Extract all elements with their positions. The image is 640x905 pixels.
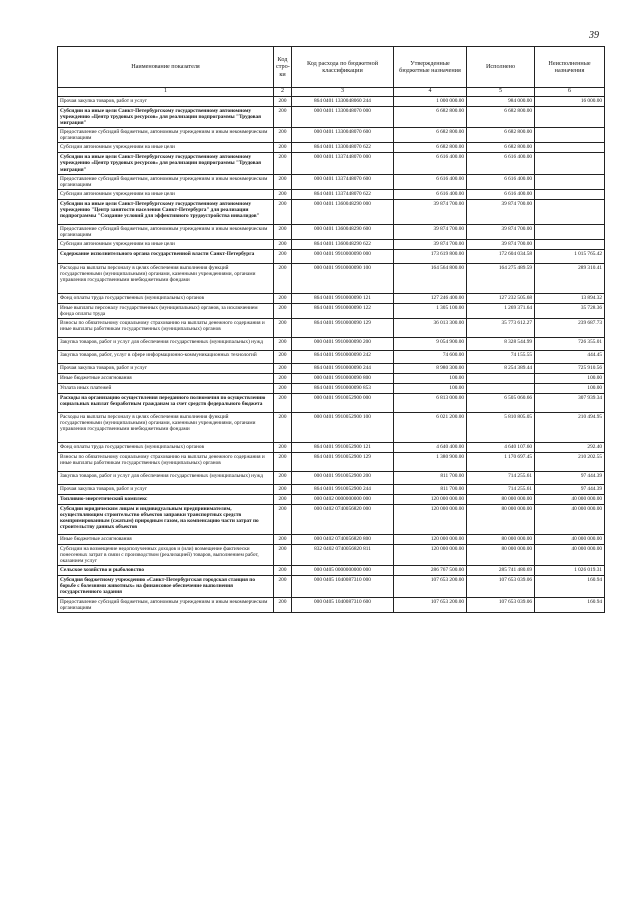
row-executed: 984 000.00 [467,97,535,107]
row-approved: 120 000 000.00 [394,495,467,505]
row-unexecuted [535,153,605,174]
row-approved: 6 682 800.00 [394,107,467,128]
row-name: Субсидии автономным учреждениям на иные цели [58,239,274,249]
row-unexecuted [535,199,605,224]
row-line-code: 200 [274,453,292,472]
row-expense-code: 832 0402 0740056820 811 [292,545,394,566]
row-unexecuted: 239 687.73 [535,319,605,338]
row-expense-code: 864 0401 9910000090 244 [292,364,394,374]
row-line-code: 200 [274,413,292,443]
row-approved: 9 054 900.00 [394,338,467,351]
row-expense-code: 864 0401 1337448070 622 [292,189,394,199]
row-expense-code: 000 0405 1040087310 600 [292,597,394,612]
row-line-code: 200 [274,189,292,199]
row-unexecuted: 210 494.95 [535,413,605,443]
row-line-code: 200 [274,319,292,338]
row-unexecuted: 97 444.39 [535,472,605,485]
row-unexecuted: 210 202.55 [535,453,605,472]
row-approved: 1 380 900.00 [394,453,467,472]
row-unexecuted: 100.00 [535,384,605,394]
table-row [58,97,605,107]
row-line-code: 200 [274,239,292,249]
row-name: Взносы по обязательному социальному страхованию на выплаты денежного содержания и иные выплаты работникам государственных (муниципальных) органов [58,319,274,338]
row-approved: 39 874 700.00 [394,224,467,239]
row-unexecuted [535,239,605,249]
row-name: Субсидии автономным учреждениям на иные цели [58,143,274,153]
row-approved: 6 682 800.00 [394,128,467,143]
row-executed: 35 773 612.27 [467,319,535,338]
row-expense-code: 000 0401 9910052900 100 [292,413,394,443]
row-unexecuted: 35 728.36 [535,303,605,318]
row-expense-code: 864 0401 9910000090 242 [292,351,394,364]
row-approved: 39 874 700.00 [394,239,467,249]
row-unexecuted: 40 000 000.00 [535,545,605,566]
row-unexecuted: 725 910.56 [535,364,605,374]
row-expense-code: 000 0401 1360048290 600 [292,224,394,239]
row-expense-code: 864 0401 9910000090 122 [292,303,394,318]
row-line-code: 200 [274,443,292,453]
row-unexecuted: 289 310.41 [535,263,605,293]
row-expense-code: 000 0401 9910000090 200 [292,338,394,351]
table-row [58,128,605,143]
column-number: 3 [292,88,394,97]
row-approved: 74 600.00 [394,351,467,364]
table-row [58,566,605,576]
row-name: Закупка товаров, работ и услуг для обеспечения государственных (муниципальных) нужд [58,338,274,351]
row-executed [467,384,535,394]
row-unexecuted: 16 000.00 [535,97,605,107]
table-body [58,97,605,613]
row-name: Субсидии юридическим лицам и индивидуальным предпринимателям, осуществляющим строительство объектов заправки транспортных средств компримированным (сжатым) природным газом, на компенсацию части затрат по строительству данных объектов [58,505,274,535]
table-row [58,338,605,351]
row-line-code: 200 [274,249,292,263]
row-expense-code: 000 0401 9910052900 000 [292,394,394,413]
row-line-code: 200 [274,576,292,597]
row-executed: 6 616 400.00 [467,189,535,199]
row-executed: 74 155.55 [467,351,535,364]
row-executed: 80 000 000.00 [467,505,535,535]
row-expense-code: 000 0402 0740056820 000 [292,505,394,535]
page-number: 39 [589,30,599,41]
row-unexecuted: 160.94 [535,576,605,597]
row-approved: 1 000 000.00 [394,97,467,107]
row-expense-code: 864 0401 9910052900 121 [292,443,394,453]
table-row [58,319,605,338]
row-executed: 6 505 060.66 [467,394,535,413]
table-header-row [58,47,605,88]
row-name: Содержание исполнительного органа государственной власти Санкт-Петербурга [58,249,274,263]
row-unexecuted: 307 939.34 [535,394,605,413]
row-approved: 4 640 400.00 [394,443,467,453]
table-row [58,303,605,318]
row-approved: 8 980 300.00 [394,364,467,374]
row-executed: 714 255.61 [467,485,535,495]
row-approved: 6 616 400.00 [394,189,467,199]
table-row [58,453,605,472]
row-expense-code: 864 0401 1330048070 622 [292,143,394,153]
row-name: Прочая закупка товаров, работ и услуг [58,97,274,107]
table-row [58,224,605,239]
row-executed: 164 275 489.59 [467,263,535,293]
row-executed [467,374,535,384]
row-line-code: 200 [274,535,292,545]
table-row [58,394,605,413]
row-line-code: 200 [274,338,292,351]
table-row [58,249,605,263]
header-approved: Утвержденные бюджетные назначения [394,47,467,88]
row-name: Субсидии на возмещение недополученных доходов и (или) возмещение фактически понесенных затрат в связи с производством (реализацией) товаров, выполнением работ, оказанием услуг [58,545,274,566]
row-expense-code: 864 0401 9910000090 853 [292,384,394,394]
row-executed: 1 269 371.64 [467,303,535,318]
header-unexecuted: Неисполненные назначения [535,47,605,88]
row-unexecuted: 97 444.39 [535,485,605,495]
row-unexecuted: 1 026 019.31 [535,566,605,576]
row-approved: 173 619 800.00 [394,249,467,263]
row-executed: 6 682 800.00 [467,143,535,153]
row-line-code: 200 [274,224,292,239]
column-number-row [58,88,605,97]
row-approved: 36 013 300.00 [394,319,467,338]
row-line-code: 200 [274,472,292,485]
row-name: Предоставление субсидий бюджетным, автономным учреждениям и иным некоммерческим организациям [58,174,274,189]
table-row [58,351,605,364]
row-executed: 6 682 800.00 [467,128,535,143]
row-line-code: 200 [274,303,292,318]
row-line-code: 200 [274,174,292,189]
row-expense-code: 000 0401 1337448070 600 [292,174,394,189]
row-unexecuted: 40 000 000.00 [535,535,605,545]
row-name: Прочая закупка товаров, работ и услуг [58,364,274,374]
table-row [58,364,605,374]
row-approved: 811 700.00 [394,472,467,485]
row-approved: 39 874 700.00 [394,199,467,224]
row-approved: 120 000 000.00 [394,535,467,545]
row-name: Иные выплаты персоналу государственных (муниципальных) органов, за исключением фонда оплаты труда [58,303,274,318]
row-expense-code: 000 0402 0000000000 000 [292,495,394,505]
row-line-code: 200 [274,199,292,224]
row-executed: 127 232 505.68 [467,293,535,303]
row-expense-code: 864 0401 9910052900 244 [292,485,394,495]
table-row [58,199,605,224]
row-executed: 39 874 700.00 [467,239,535,249]
row-expense-code: 864 0401 9910052900 129 [292,453,394,472]
budget-execution-table [57,46,605,613]
row-line-code: 200 [274,107,292,128]
row-name: Расходы на выплаты персоналу в целях обеспечения выполнения функций государственными (муниципальными) органами, казенными учреждениями, органами управления государственными внебюджетными фондами [58,263,274,293]
column-number: 4 [394,88,467,97]
table-row [58,107,605,128]
row-expense-code: 000 0401 1337448070 000 [292,153,394,174]
row-executed: 39 874 700.00 [467,224,535,239]
row-unexecuted [535,189,605,199]
row-approved: 120 000 000.00 [394,545,467,566]
row-unexecuted: 160.94 [535,597,605,612]
row-line-code: 200 [274,505,292,535]
column-number: 5 [467,88,535,97]
table-row [58,384,605,394]
table-row [58,374,605,384]
row-name: Закупка товаров, работ, услуг в сфере информационно-коммуникационных технологий [58,351,274,364]
table-row [58,495,605,505]
row-name: Уплата иных платежей [58,384,274,394]
table-row [58,505,605,535]
column-number: 2 [274,88,292,97]
row-approved: 100.00 [394,374,467,384]
row-name: Предоставление субсидий бюджетным, автономным учреждениям и иным некоммерческим организациям [58,224,274,239]
row-executed: 80 000 000.00 [467,535,535,545]
table-row [58,174,605,189]
row-expense-code: 000 0405 1040087310 000 [292,576,394,597]
row-unexecuted: 1 015 765.42 [535,249,605,263]
row-executed: 714 255.61 [467,472,535,485]
row-line-code: 200 [274,485,292,495]
row-line-code: 200 [274,293,292,303]
row-line-code: 200 [274,128,292,143]
row-line-code: 200 [274,97,292,107]
row-approved: 107 653 200.00 [394,597,467,612]
row-unexecuted [535,174,605,189]
row-approved: 6 616 400.00 [394,153,467,174]
row-name: Расходы на организацию осуществления переданного полномочия по осуществлению социальных выплат безработным гражданам за счет средств федерального бюджета [58,394,274,413]
row-executed: 172 604 034.58 [467,249,535,263]
row-unexecuted [535,128,605,143]
table-row [58,576,605,597]
row-unexecuted: 13 894.32 [535,293,605,303]
row-executed: 6 682 800.00 [467,107,535,128]
table-row [58,545,605,566]
row-line-code: 200 [274,143,292,153]
row-line-code: 200 [274,263,292,293]
row-approved: 100.00 [394,384,467,394]
row-approved: 811 700.00 [394,485,467,495]
table-row [58,239,605,249]
table-row [58,535,605,545]
row-name: Предоставление субсидий бюджетным, автономным учреждениям и иным некоммерческим организациям [58,128,274,143]
row-unexecuted: 100.00 [535,374,605,384]
row-executed: 5 810 805.05 [467,413,535,443]
row-line-code: 200 [274,566,292,576]
row-executed: 4 640 107.60 [467,443,535,453]
row-executed: 107 653 039.06 [467,597,535,612]
row-expense-code: 000 0401 1330048070 600 [292,128,394,143]
table-row [58,443,605,453]
table-row [58,143,605,153]
table-row [58,153,605,174]
row-name: Сельское хозяйство и рыболовство [58,566,274,576]
row-unexecuted: 40 000 000.00 [535,505,605,535]
row-name: Прочая закупка товаров, работ и услуг [58,485,274,495]
row-line-code: 200 [274,351,292,364]
row-expense-code: 000 0401 1360048290 000 [292,199,394,224]
row-approved: 6 616 400.00 [394,174,467,189]
table-row [58,293,605,303]
table-row [58,472,605,485]
row-expense-code: 864 0401 9910000090 121 [292,293,394,303]
row-approved: 164 564 800.00 [394,263,467,293]
row-name: Топливно-энергетический комплекс [58,495,274,505]
row-expense-code: 864 0401 9910000090 129 [292,319,394,338]
column-number: 1 [58,88,274,97]
row-approved: 6 021 200.00 [394,413,467,443]
row-unexecuted [535,143,605,153]
row-line-code: 200 [274,364,292,374]
row-expense-code: 000 0401 9910000090 800 [292,374,394,384]
row-approved: 127 246 400.00 [394,293,467,303]
row-name: Фонд оплаты труда государственных (муниципальных) органов [58,293,274,303]
row-unexecuted [535,107,605,128]
row-approved: 120 000 000.00 [394,505,467,535]
row-line-code: 200 [274,597,292,612]
row-executed: 107 653 039.06 [467,576,535,597]
row-expense-code: 000 0401 1330048070 000 [292,107,394,128]
row-approved: 1 305 100.00 [394,303,467,318]
header-expense-code: Код расхода по бюджетной классификации [292,47,394,88]
row-name: Иные бюджетные ассигнования [58,535,274,545]
row-approved: 286 767 500.00 [394,566,467,576]
table-row [58,485,605,495]
row-name: Субсидии на иные цели Санкт-Петербургскому государственному автономному учреждению «Центр трудовых ресурсов» для реализации подпрограммы "Трудовая миграция" [58,153,274,174]
table-row [58,263,605,293]
row-expense-code: 000 0402 0740056820 800 [292,535,394,545]
header-indicator-name: Наименование показателя [58,47,274,88]
row-executed: 8 254 389.44 [467,364,535,374]
row-name: Иные бюджетные ассигнования [58,374,274,384]
row-name: Субсидии на иные цели Санкт-Петербургскому государственному автономному учреждению «Центр трудовых ресурсов» для реализации подпрограммы "Трудовая миграция" [58,107,274,128]
row-unexecuted: 40 000 000.00 [535,495,605,505]
row-expense-code: 000 0401 9910000090 100 [292,263,394,293]
row-unexecuted [535,224,605,239]
row-name: Субсидии автономным учреждениям на иные цели [58,189,274,199]
row-name: Субсидия бюджетному учреждению «Санкт-Петербургская городская станция по борьбе с болезнями животных» на финансовое обеспечение выполнения государственного задания [58,576,274,597]
table-row [58,189,605,199]
table-row [58,413,605,443]
row-expense-code: 864 0401 1360048290 622 [292,239,394,249]
row-executed: 6 616 400.00 [467,153,535,174]
row-name: Расходы на выплаты персоналу в целях обеспечения выполнения функций государственными (муниципальными) органами, казенными учреждениями, органами управления государственными внебюджетными фондами [58,413,274,443]
row-name: Предоставление субсидий бюджетным, автономным учреждениям и иным некоммерческим организациям [58,597,274,612]
row-expense-code: 000 0401 9910000090 000 [292,249,394,263]
row-line-code: 200 [274,384,292,394]
row-executed: 8 328 544.99 [467,338,535,351]
row-expense-code: 000 0401 9910052900 200 [292,472,394,485]
header-executed: Исполнено [467,47,535,88]
row-approved: 107 653 200.00 [394,576,467,597]
row-name: Закупка товаров, работ и услуг для обеспечения государственных (муниципальных) нужд [58,472,274,485]
column-number: 6 [535,88,605,97]
row-approved: 6 682 800.00 [394,143,467,153]
row-executed: 6 616 400.00 [467,174,535,189]
row-name: Взносы по обязательному социальному страхованию на выплаты денежного содержания и иные выплаты работникам государственных (муниципальных) органов [58,453,274,472]
row-line-code: 200 [274,374,292,384]
row-executed: 80 000 000.00 [467,495,535,505]
row-line-code: 200 [274,545,292,566]
row-executed: 39 874 700.00 [467,199,535,224]
row-executed: 80 000 000.00 [467,545,535,566]
row-line-code: 200 [274,153,292,174]
row-unexecuted: 726 355.01 [535,338,605,351]
row-name: Фонд оплаты труда государственных (муниципальных) органов [58,443,274,453]
row-name: Субсидии на иные цели Санкт-Петербургскому государственному автономному учреждению "Центр занятости населения Санкт-Петербурга" для реализации подпрограммы "Создание условий для эффективного трудоустройства инвалидов" [58,199,274,224]
row-unexecuted: 444.45 [535,351,605,364]
row-executed: 285 741 480.69 [467,566,535,576]
row-unexecuted: 292.40 [535,443,605,453]
row-line-code: 200 [274,394,292,413]
row-expense-code: 864 0401 1330048060 244 [292,97,394,107]
row-line-code: 200 [274,495,292,505]
row-approved: 6 813 000.00 [394,394,467,413]
table-row [58,597,605,612]
row-executed: 1 170 697.45 [467,453,535,472]
row-expense-code: 000 0405 0000000000 000 [292,566,394,576]
header-line-code: Код стро-ки [274,47,292,88]
